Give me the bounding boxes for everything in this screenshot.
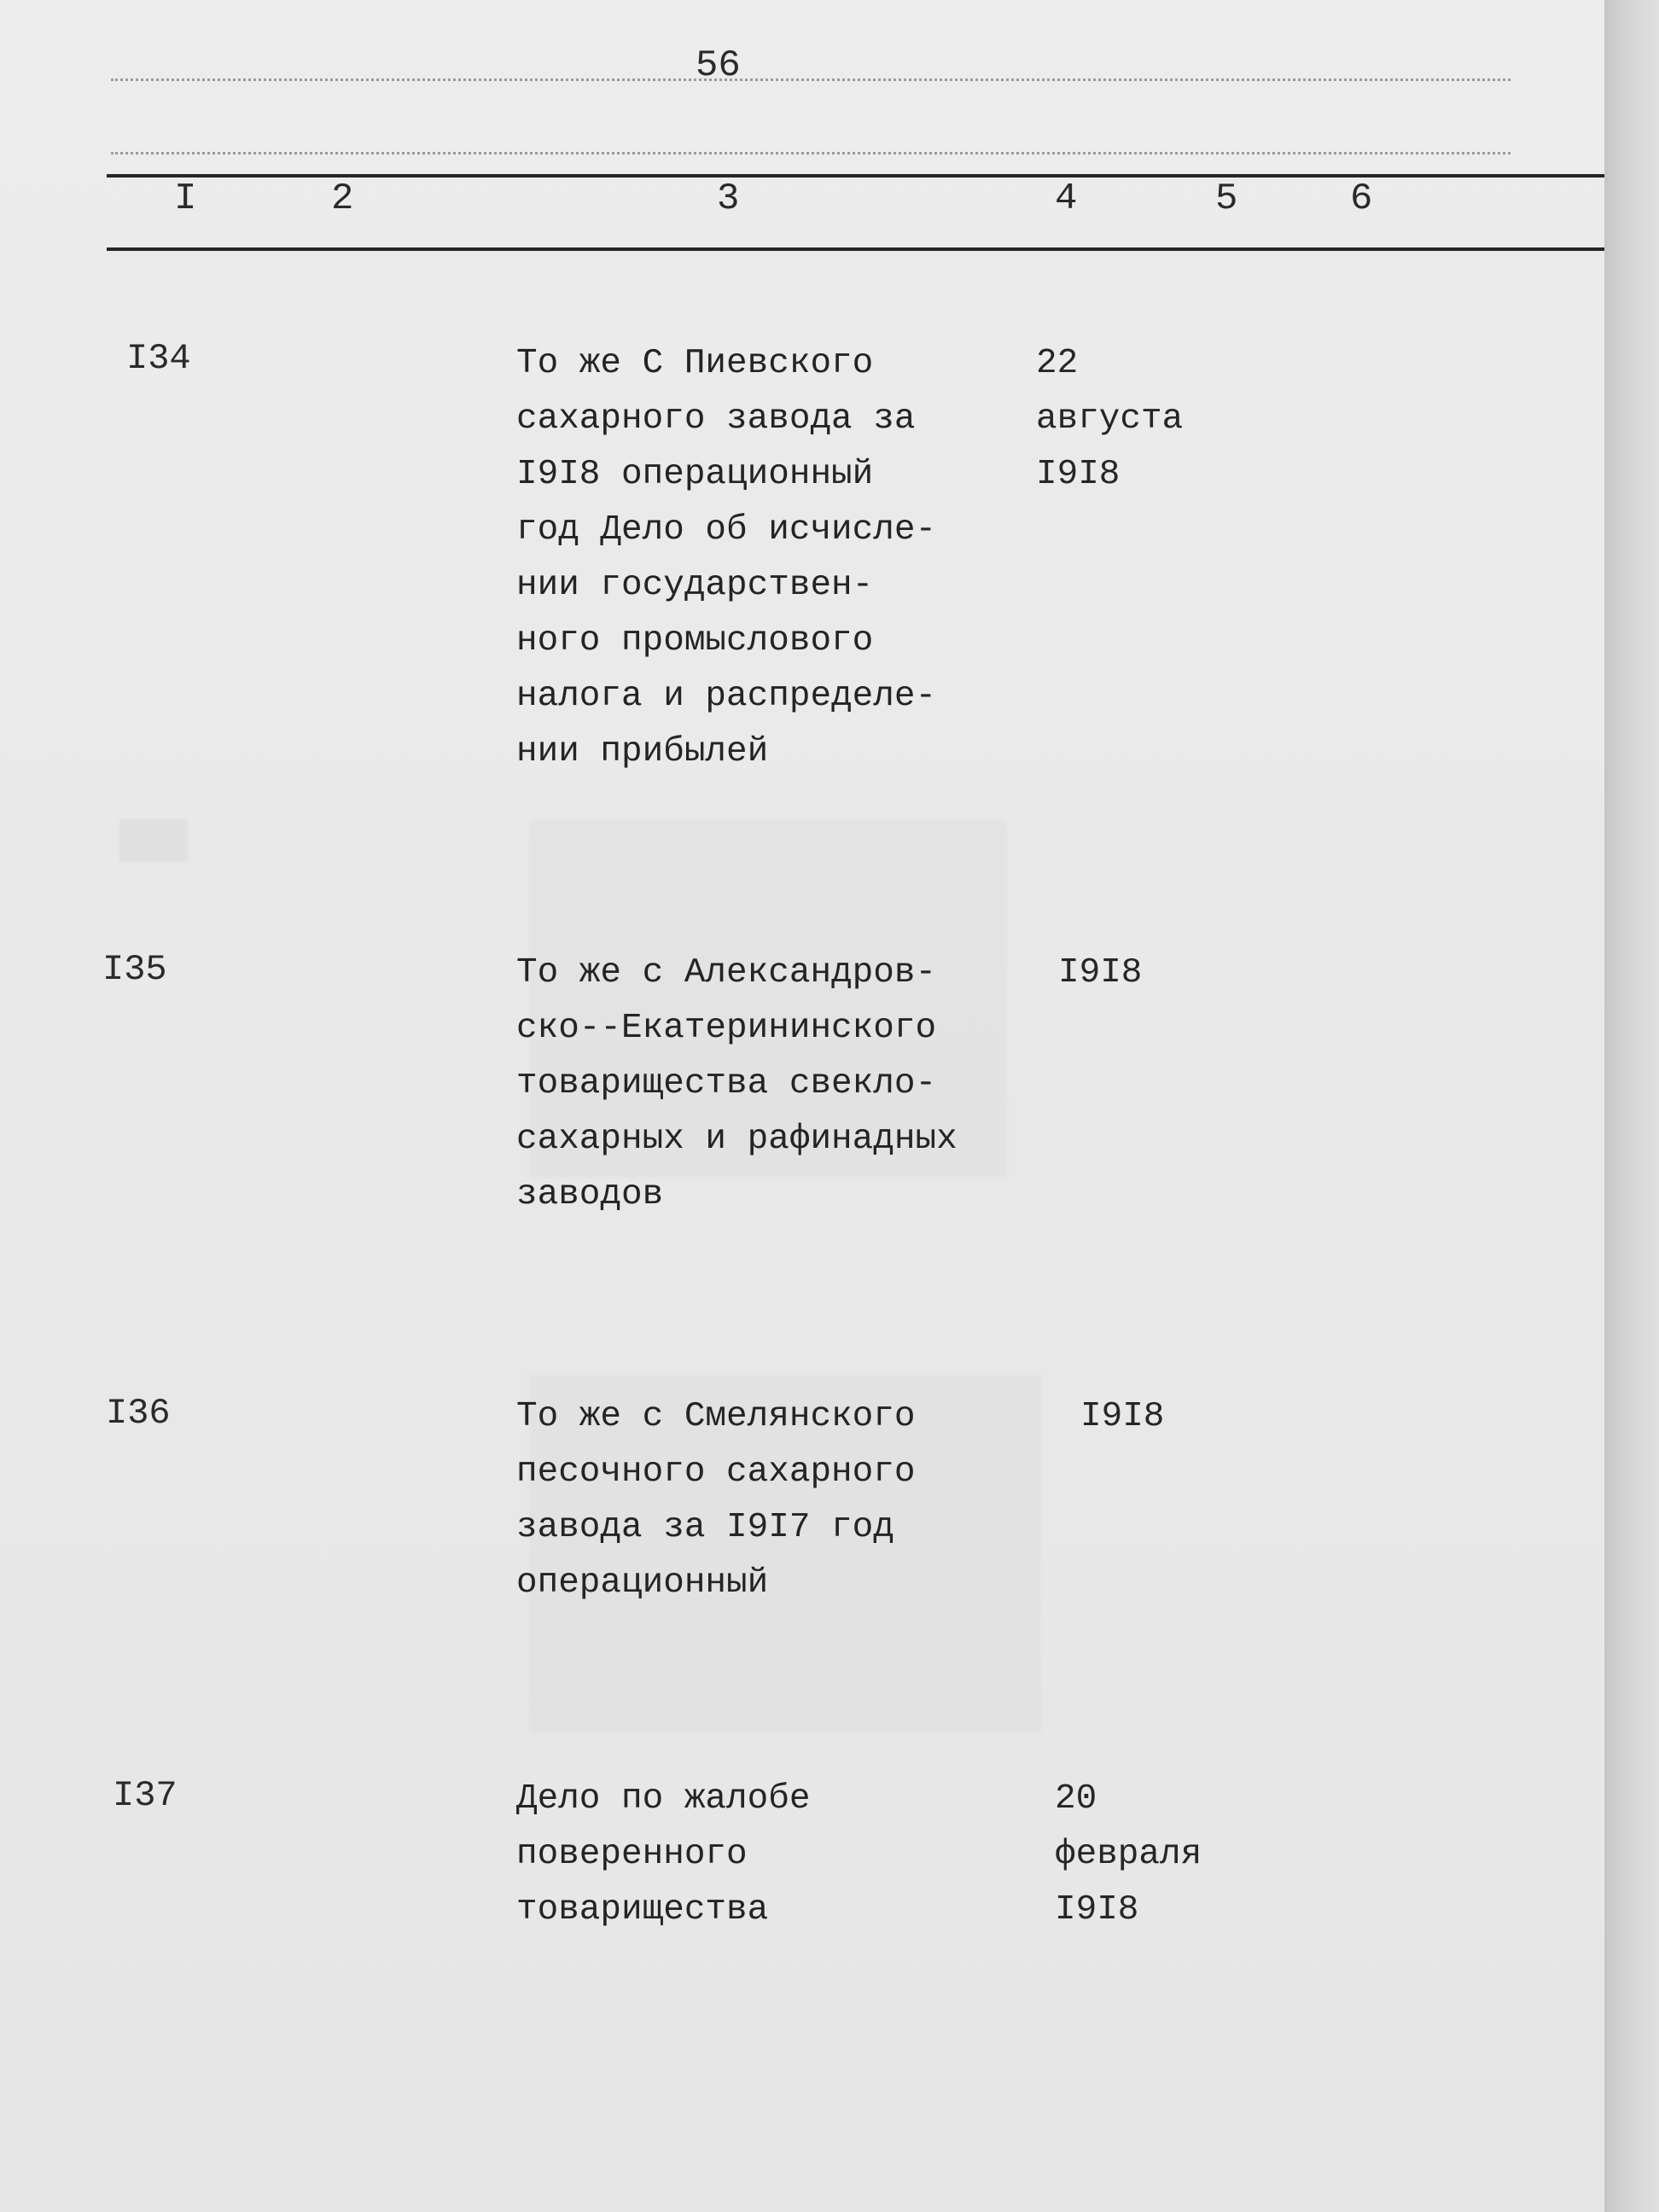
entry-date: I9I8	[1058, 953, 1143, 992]
entry-number: I35	[102, 949, 167, 990]
page-number: 56	[696, 44, 741, 87]
column-header-5: 5	[1215, 178, 1238, 220]
page-edge-shadow	[1604, 0, 1659, 2212]
bleed-through-mark	[119, 819, 188, 862]
entry-number: I37	[113, 1775, 178, 1816]
column-header-6: 6	[1350, 178, 1373, 220]
column-header-2: 2	[331, 178, 354, 220]
entry-date: 22 августа I9I8	[1036, 344, 1184, 494]
entry-number: I34	[126, 338, 191, 379]
entry-title: То же с Александров- ско--Екатерининского товарищества свекло- сахарных и рафинадных заводов	[516, 953, 958, 1214]
entry-title: То же С Пиевского сахарного завода за I9I8 операционный год Дело об исчисле- нии государствен- ного промыслового налога и распределе- нии прибылей	[516, 344, 937, 771]
entry-title: То же с Смелянского песочного сахарного завода за I9I7 год операционный	[516, 1397, 916, 1603]
dotted-line	[111, 79, 1511, 81]
entry-number: I36	[106, 1393, 171, 1434]
entry-title: Дело по жалобе поверенного товарищества	[516, 1779, 811, 1930]
header-bottom-rule	[107, 247, 1604, 251]
entry-date: 20 февраля I9I8	[1055, 1779, 1202, 1930]
column-header-1: I	[174, 178, 197, 220]
column-header-3: 3	[717, 178, 740, 220]
entry-date: I9I8	[1080, 1397, 1165, 1436]
dotted-line	[111, 152, 1511, 154]
column-header-4: 4	[1055, 178, 1078, 220]
